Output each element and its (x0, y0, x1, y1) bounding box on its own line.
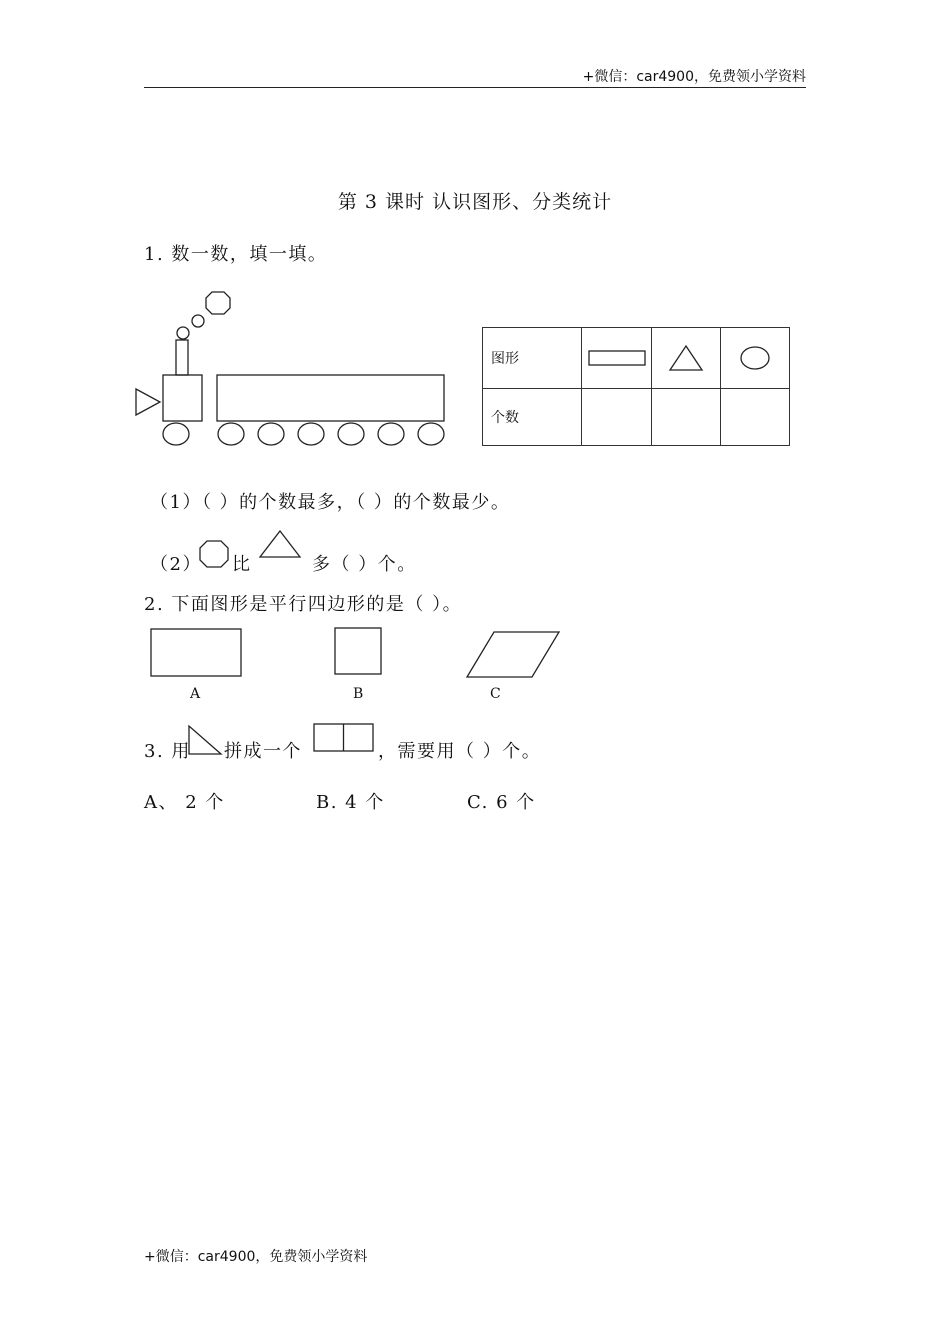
question-3-suffix: ，需要用（ ）个。 (378, 741, 542, 762)
octagon-icon (198, 539, 230, 569)
question-1-prompt: 1. 数一数，填一填。 (144, 244, 328, 265)
rectangle-icon (582, 350, 651, 366)
table-label-count: 个数 (483, 389, 582, 446)
option-b-label: B (353, 686, 364, 702)
train-figure (130, 288, 450, 450)
headlight-triangle (136, 389, 160, 415)
triangle-icon (258, 529, 302, 559)
question-3-choice-a: A、 2 个 (144, 792, 225, 813)
table-label-shape: 图形 (483, 328, 582, 389)
wheel (218, 423, 244, 445)
count-cell-circle[interactable] (721, 389, 790, 446)
header-note: +微信：car4900，免费领小学资料 (582, 69, 806, 85)
option-b-square (334, 627, 384, 677)
two-square-rectangle-icon (313, 723, 375, 753)
page-title: 第 3 课时 认识图形、分类统计 (337, 191, 613, 213)
wheel (378, 423, 404, 445)
smoke-circle-small (177, 327, 189, 339)
wheel (298, 423, 324, 445)
shape-count-table (482, 327, 790, 446)
wheel (258, 423, 284, 445)
wheel (338, 423, 364, 445)
option-a-rectangle (150, 628, 244, 678)
engine-cab (163, 375, 202, 421)
right-triangle-icon (187, 724, 223, 756)
triangle-icon (652, 344, 720, 372)
option-c-label: C (490, 686, 501, 702)
chimney (176, 340, 188, 375)
wheel (418, 423, 444, 445)
wheel (163, 423, 189, 445)
smoke-octagon-large (206, 292, 230, 314)
question-1-part-2-mid: 比 (232, 554, 252, 575)
circle-icon (721, 345, 789, 371)
train-car (217, 375, 444, 421)
smoke-circle-medium (192, 315, 204, 327)
option-a-label: A (190, 686, 201, 702)
count-cell-triangle[interactable] (652, 389, 721, 446)
question-3-choice-b: B. 4 个 (316, 792, 385, 813)
option-c-parallelogram (466, 630, 562, 680)
question-1-part-1: （1）（ ）的个数最多，（ ）的个数最少。 (150, 492, 511, 513)
header-divider (144, 87, 806, 88)
question-3-choice-c: C. 6 个 (467, 792, 536, 813)
footer-note: +微信：car4900，免费领小学资料 (144, 1249, 368, 1265)
question-1-part-2-prefix: （2） (150, 554, 202, 575)
question-3-prefix: 3. 用 (144, 741, 191, 762)
count-cell-rectangle[interactable] (582, 389, 652, 446)
question-2-prompt: 2. 下面图形是平行四边形的是（ ）。 (144, 594, 463, 615)
question-3-mid: 拼成一个 (224, 741, 302, 762)
question-1-part-2-suffix: 多（ ）个。 (312, 554, 417, 575)
